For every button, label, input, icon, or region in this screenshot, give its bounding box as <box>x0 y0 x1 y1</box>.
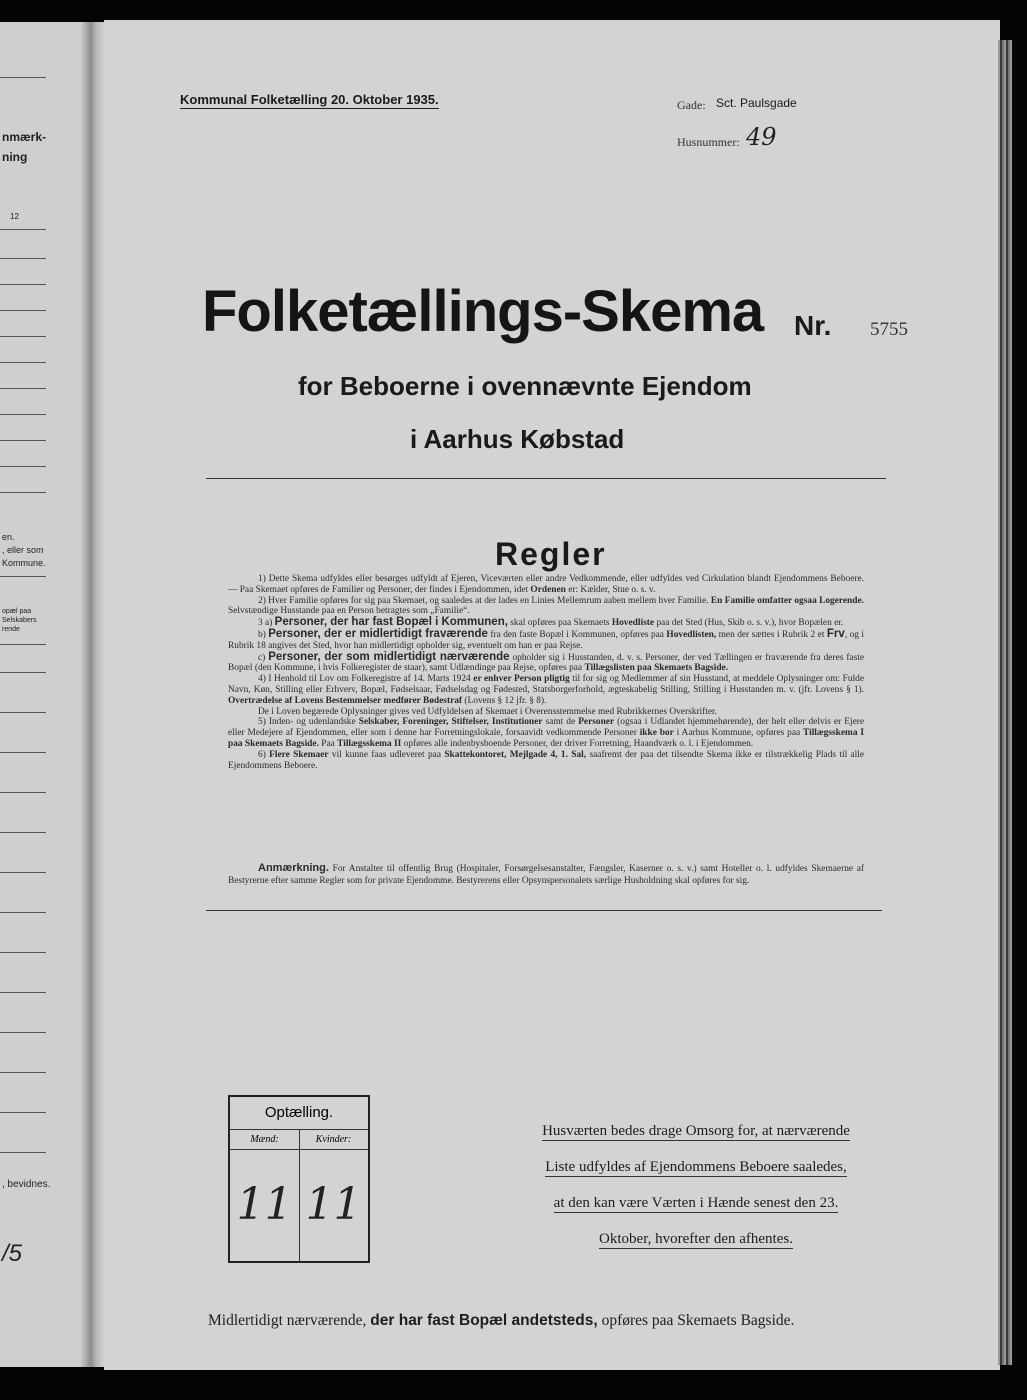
count-box-title: Optælling. <box>230 1097 368 1130</box>
notice-line: at den kan være Værten i Hænde senest den 23. <box>553 1195 839 1211</box>
left-handwriting: /5 <box>2 1240 23 1267</box>
women-count: 11 <box>305 1179 362 1230</box>
footer-note: Midlertidigt nærværende, der har fast Bopæl andetsteds, opføres paa Skemaets Bagside. <box>208 1312 795 1329</box>
ruled-line <box>0 310 46 311</box>
ruled-line <box>0 644 46 645</box>
ruled-line <box>0 258 46 259</box>
notice-line: Liste udfyldes af Ejendommens Beboere saaledes, <box>545 1159 847 1175</box>
left-text-fragment: , eller som <box>2 545 44 555</box>
census-title: Kommunal Folketælling 20. Oktober 1935. <box>180 92 439 107</box>
left-text-fragment: rende <box>2 626 20 633</box>
ruled-line <box>0 440 46 441</box>
divider <box>206 910 882 911</box>
ruled-line <box>0 576 46 577</box>
ruled-line <box>0 492 46 493</box>
ruled-line <box>0 229 46 230</box>
rules-heading: Regler <box>495 536 607 572</box>
rule-1: 1) Dette Skema udfyldes eller besørges udfyldt af Ejeren, Viceværten eller andre Vedkommende, eller udfyldes ved Cirkulation blandt Ejendommens Beboere. — Paa Skemaet opføres de Familier og Personer, der findes i Ejendommen, idet Ordenen er: Kælder, Stue o. s. v. <box>228 574 864 595</box>
ruled-line <box>0 1112 46 1113</box>
house-number-label: Husnummer: <box>677 135 740 149</box>
count-box <box>228 1095 370 1263</box>
women-label: Kvinder: <box>299 1131 368 1150</box>
ruled-line <box>0 752 46 753</box>
house-number-value: 49 <box>746 123 777 151</box>
rule-3c: c) Personer, der som midlertidigt nærværende opholder sig i Husstanden, d. v. s. Personer, der ved Tællingen er fraværende fra deres faste Bopæl (den Kommune, i hvis Folkeregister de staar), samt Udlændinge paa Rejse, opføres paa Tillægslisten paa Skemaets Bagside. <box>228 650 865 674</box>
left-text-fragment: ning <box>2 150 28 164</box>
ruled-line <box>0 77 46 78</box>
street-value: Sct. Paulsgade <box>716 96 797 110</box>
left-text-fragment: , bevidnes. <box>2 1179 51 1190</box>
notice-line: Husværten bedes drage Omsorg for, at nærværende <box>542 1123 850 1139</box>
left-text-fragment: en. <box>2 532 15 542</box>
ruled-line <box>0 712 46 713</box>
left-text-fragment: 12 <box>10 212 19 221</box>
left-text-fragment: Selskabers <box>2 617 37 624</box>
rule-4: 4) I Henhold til Lov om Folkeregistre af 14. Marts 1924 er enhver Person pligtig til for sig og Medlemmer af sin Husstand, at meddele Oplysninger om: Fulde Navn, Køn, Stilling eller Erhverv, Bopæl, Fødselsaar, Fødselsdag og Fødested, Statsborgerforhold, ægteskabelig Stilling, Stilling i Husstanden m. v. (jfr. Lovens § 1). Overtrædelse af Lovens Bestemmelser medfører Bødestraf (Lovens § 12 jfr. § 8). <box>228 674 865 706</box>
ruled-line <box>0 912 46 913</box>
street-label: Gade: <box>677 98 706 112</box>
ruled-line <box>0 872 46 873</box>
left-text-fragment: nmærk- <box>2 130 47 144</box>
landlord-notice <box>526 1113 866 1257</box>
form-title: Folketællings-Skema <box>202 279 764 344</box>
left-text-fragment: Kommune. <box>2 558 46 568</box>
ruled-line <box>0 832 46 833</box>
note-paragraph <box>228 863 864 887</box>
ruled-line <box>0 1032 46 1033</box>
book-page-edges <box>998 40 1012 1365</box>
form-number: 5755 <box>870 319 908 340</box>
rule-3a: 3 a) Personer, der har fast Bopæl i Kommunen, skal opføres paa Skemaets Hovedliste paa det Sted (Hus, Skib o. s. v.), hvor Bopælen er. <box>258 616 844 629</box>
book-gutter <box>80 22 104 1367</box>
ruled-line <box>0 388 46 389</box>
rules-body <box>228 574 864 771</box>
ruled-line <box>0 284 46 285</box>
form-number-label: Nr. <box>794 310 832 341</box>
form-subtitle: for Beboerne i ovennævnte Ejendom <box>298 371 752 401</box>
left-text-fragment: opæl paa <box>2 608 32 615</box>
divider <box>206 478 886 479</box>
rule-4b: De i Loven begærede Oplysninger gives ved Udfyldelsen af Skemaet i Overensstemmelse med Rubrikkernes Overskrifter. <box>258 706 717 717</box>
ruled-line <box>0 362 46 363</box>
ruled-line <box>0 466 46 467</box>
men-count: 11 <box>236 1179 293 1230</box>
ruled-line <box>0 992 46 993</box>
ruled-line <box>0 414 46 415</box>
ruled-line <box>0 672 46 673</box>
census-form-page <box>104 20 1000 1370</box>
note-text: For Anstalter til offentlig Brug (Hospitaler, Forsørgelsesanstalter, Fængsler, Kaserner o. s. v.) samt Hoteller o. l. udfyldes Skemaerne af Bestyrerne efter samme Regler som for private Ejendomme. Bestyrerens eller Opsynspersonalets særlige Husholdning skal opføres for sig. <box>228 864 865 886</box>
ruled-line <box>0 1152 46 1153</box>
ruled-line <box>0 952 46 953</box>
women-column <box>299 1129 368 1261</box>
rule-2: 2) Hver Familie opføres for sig paa Skemaet, og saaledes at der lades en Linies Mellemrum aaben mellem hver Familie. En Familie omfatter ogsaa Logerende. Selvstændige Husstande paa en Person betragtes som „Familie“. <box>228 595 864 617</box>
notice-line: Oktober, hvorefter den afhentes. <box>599 1231 793 1247</box>
rule-3b: b) Personer, der er midlertidigt fraværende fra den faste Bopæl i Kommunen, opføres paa Hovedlisten, men der sættes i Rubrik 2 et Frv, og i Rubrik 18 angives det Sted, hvor han midlertidigt opholder sig, eventuelt om han er paa Rejse. <box>228 627 865 651</box>
form-subtitle-city: i Aarhus Købstad <box>410 424 625 454</box>
men-label: Mænd: <box>230 1131 299 1150</box>
rule-6: 6) Flere Skemaer vil kunne faas udleveret paa Skattekontoret, Mejlgade 4, 1. Sal, saafremt der paa det tilsendte Skema ikke er tilstrækkelig Plads til alle Ejendommens Beboere. <box>228 749 865 771</box>
note-label: Anmærkning. <box>258 862 329 874</box>
men-column <box>230 1129 300 1261</box>
ruled-line <box>0 336 46 337</box>
rule-5: 5) Inden- og udenlandske Selskaber, Foreninger, Stiftelser, Institutioner samt de Personer (ogsaa i Udlandet hjemmehørende), der helt eller delvis er Ejere eller Medejere af Ejendommen, eller som i denne har Forretningslokale, forsaavidt vedkommende Personer ikke bor i Aarhus Kommune, opføres paa Tillægsskema I paa Skemaets Bagside. Paa Tillægsskema II opføres alle indenbysboende Personer, der driver Forretning, Haandværk o. l. i Ejendommen. <box>228 717 865 749</box>
left-page-fragment <box>0 22 92 1367</box>
ruled-line <box>0 1072 46 1073</box>
ruled-line <box>0 792 46 793</box>
